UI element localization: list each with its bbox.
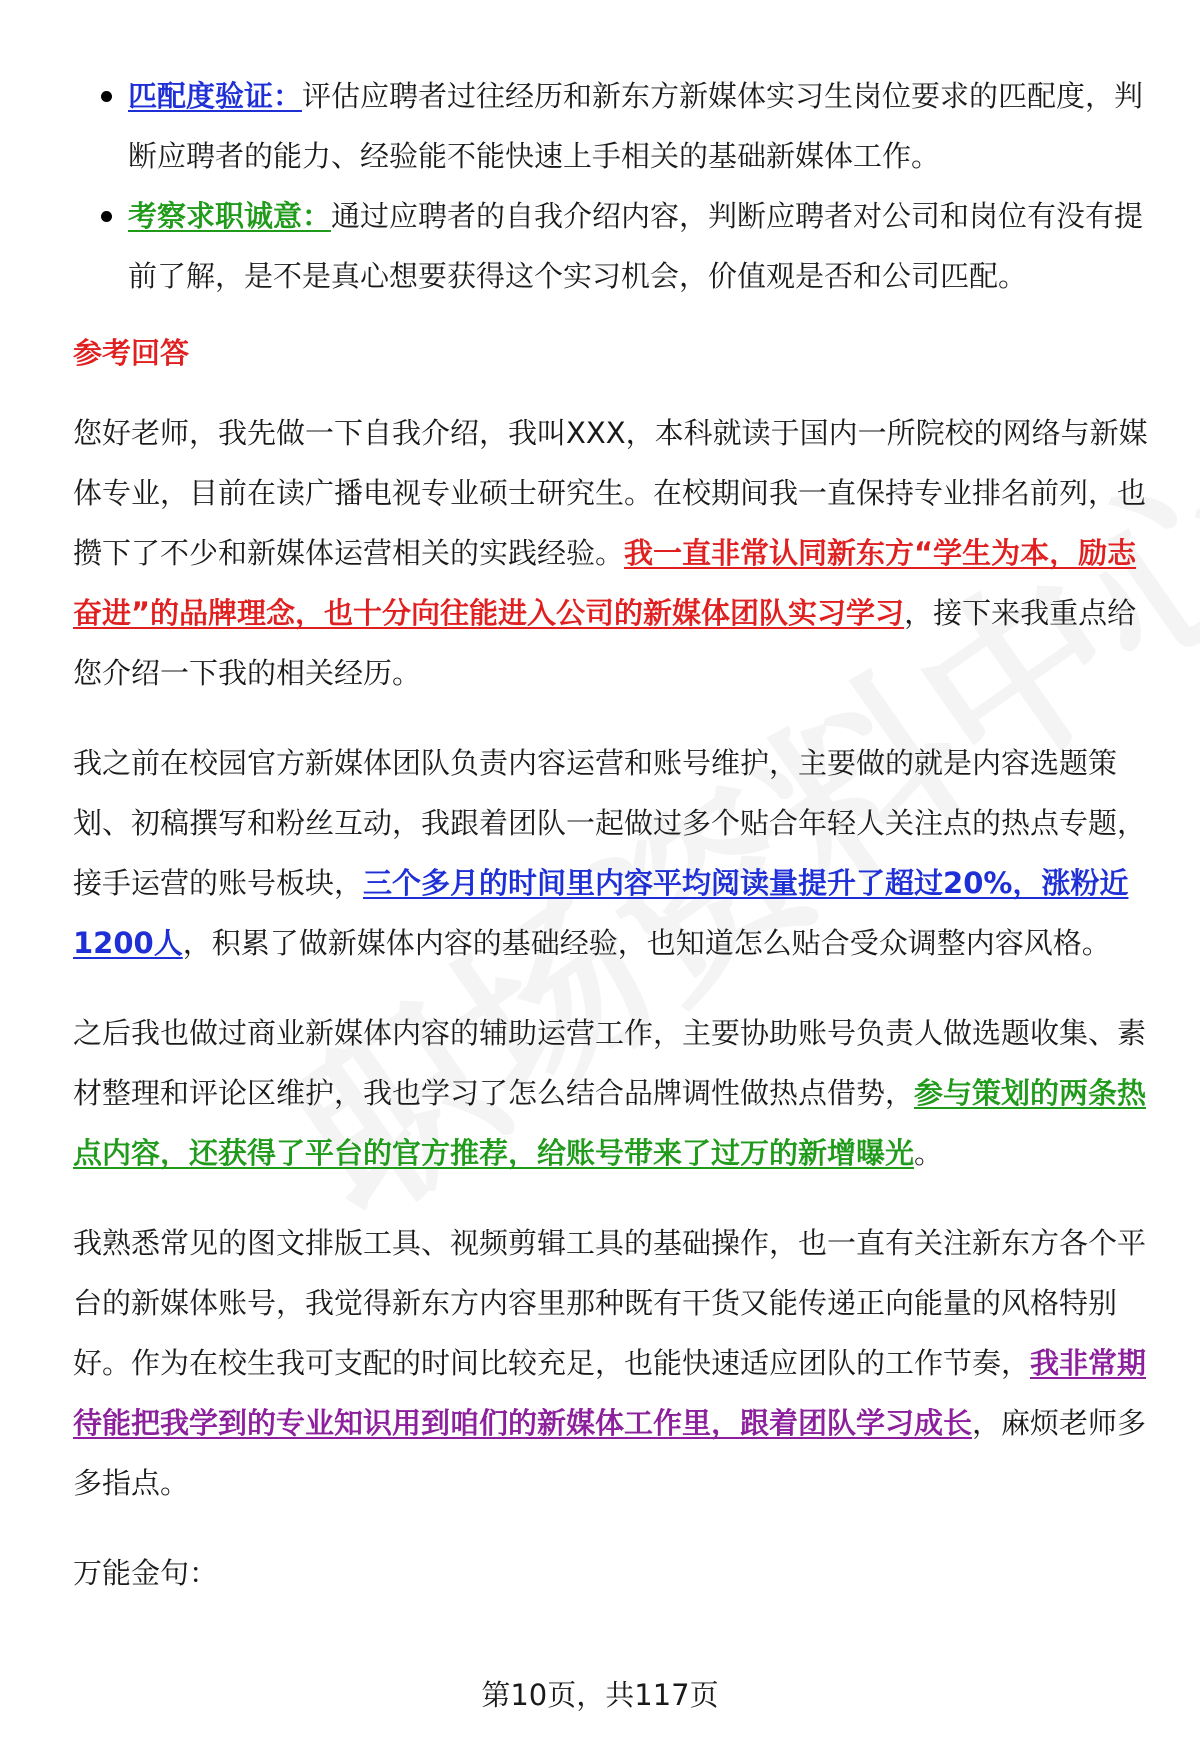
paragraph-text: 之后我也做过商业新媒体内容的辅助运营工作，主要协助账号负责人做选题收集、素材整理和评论区维护，我也学习了怎么结合品牌调性做热点借势， (73, 1016, 1147, 1110)
paragraph-text: ，接下来我重点给您介绍一下我的相关经历。 (73, 596, 1137, 690)
page-content (73, 66, 1153, 1603)
closing-label: 万能金句： (73, 1556, 219, 1590)
answer-paragraph (73, 1003, 1153, 1183)
bullet-dot-icon (101, 91, 112, 102)
paragraph-text: 我之前在校园官方新媒体团队负责内容运营和账号维护，主要做的就是内容选题策划、初稿撰写和粉丝互动，我跟着团队一起做过多个贴合年轻人关注点的热点专题，接手运营的账号板块， (73, 746, 1147, 900)
paragraph-emphasis: 三个多月的时间里内容平均阅读量提升了超过20%，涨粉近1200人 (73, 866, 1129, 960)
paragraph-text: 。 (914, 1136, 944, 1170)
answer-paragraph (73, 1213, 1153, 1513)
criteria-term: 考察求职诚意： (128, 199, 332, 233)
criteria-list (73, 66, 1153, 306)
paragraph-text: 我熟悉常见的图文排版工具、视频剪辑工具的基础操作，也一直有关注新东方各个平台的新媒体账号，我觉得新东方内容里那种既有干货又能传递正向能量的风格特别好。作为在校生我可支配的时间比较充足，也能快速适应团队的工作节奏， (73, 1226, 1147, 1380)
paragraph-emphasis: 我一直非常认同新东方“学生为本，励志奋进”的品牌理念，也十分向往能进入公司的新媒体团队实习学习 (73, 536, 1137, 630)
criteria-term: 匹配度验证： (128, 79, 303, 113)
criteria-text: 评估应聘者过往经历和新东方新媒体实习生岗位要求的匹配度，判断应聘者的能力、经验能不能快速上手相关的基础新媒体工作。 (128, 79, 1144, 173)
page-number-footer: 第10页，共117页 (481, 1678, 719, 1712)
paragraph-text: ，积累了做新媒体内容的基础经验，也知道怎么贴合受众调整内容风格。 (182, 926, 1111, 960)
answer-paragraph (73, 403, 1153, 703)
paragraph-emphasis: 参与策划的两条热点内容，还获得了平台的官方推荐，给账号带来了过万的新增曝光 (73, 1076, 1147, 1170)
paragraph-text: ，麻烦老师多多指点。 (73, 1406, 1147, 1500)
section-heading: 参考回答 (73, 336, 190, 370)
bullet-dot-icon (101, 211, 112, 222)
criteria-text: 通过应聘者的自我介绍内容，判断应聘者对公司和岗位有没有提前了解，是不是真心想要获得这个实习机会，价值观是否和公司匹配。 (128, 199, 1144, 293)
paragraph-emphasis: 我非常期待能把我学到的专业知识用到咱们的新媒体工作里，跟着团队学习成长 (73, 1346, 1147, 1440)
answer-paragraph (73, 733, 1153, 973)
paragraph-text: 您好老师，我先做一下自我介绍，我叫XXX，本科就读于国内一所院校的网络与新媒体专业，目前在读广播电视专业硕士研究生。在校期间我一直保持专业排名前列，也攒下了不少和新媒体运营相关的实践经验。 (73, 416, 1148, 570)
list-item (73, 186, 1153, 306)
list-item (73, 66, 1153, 186)
